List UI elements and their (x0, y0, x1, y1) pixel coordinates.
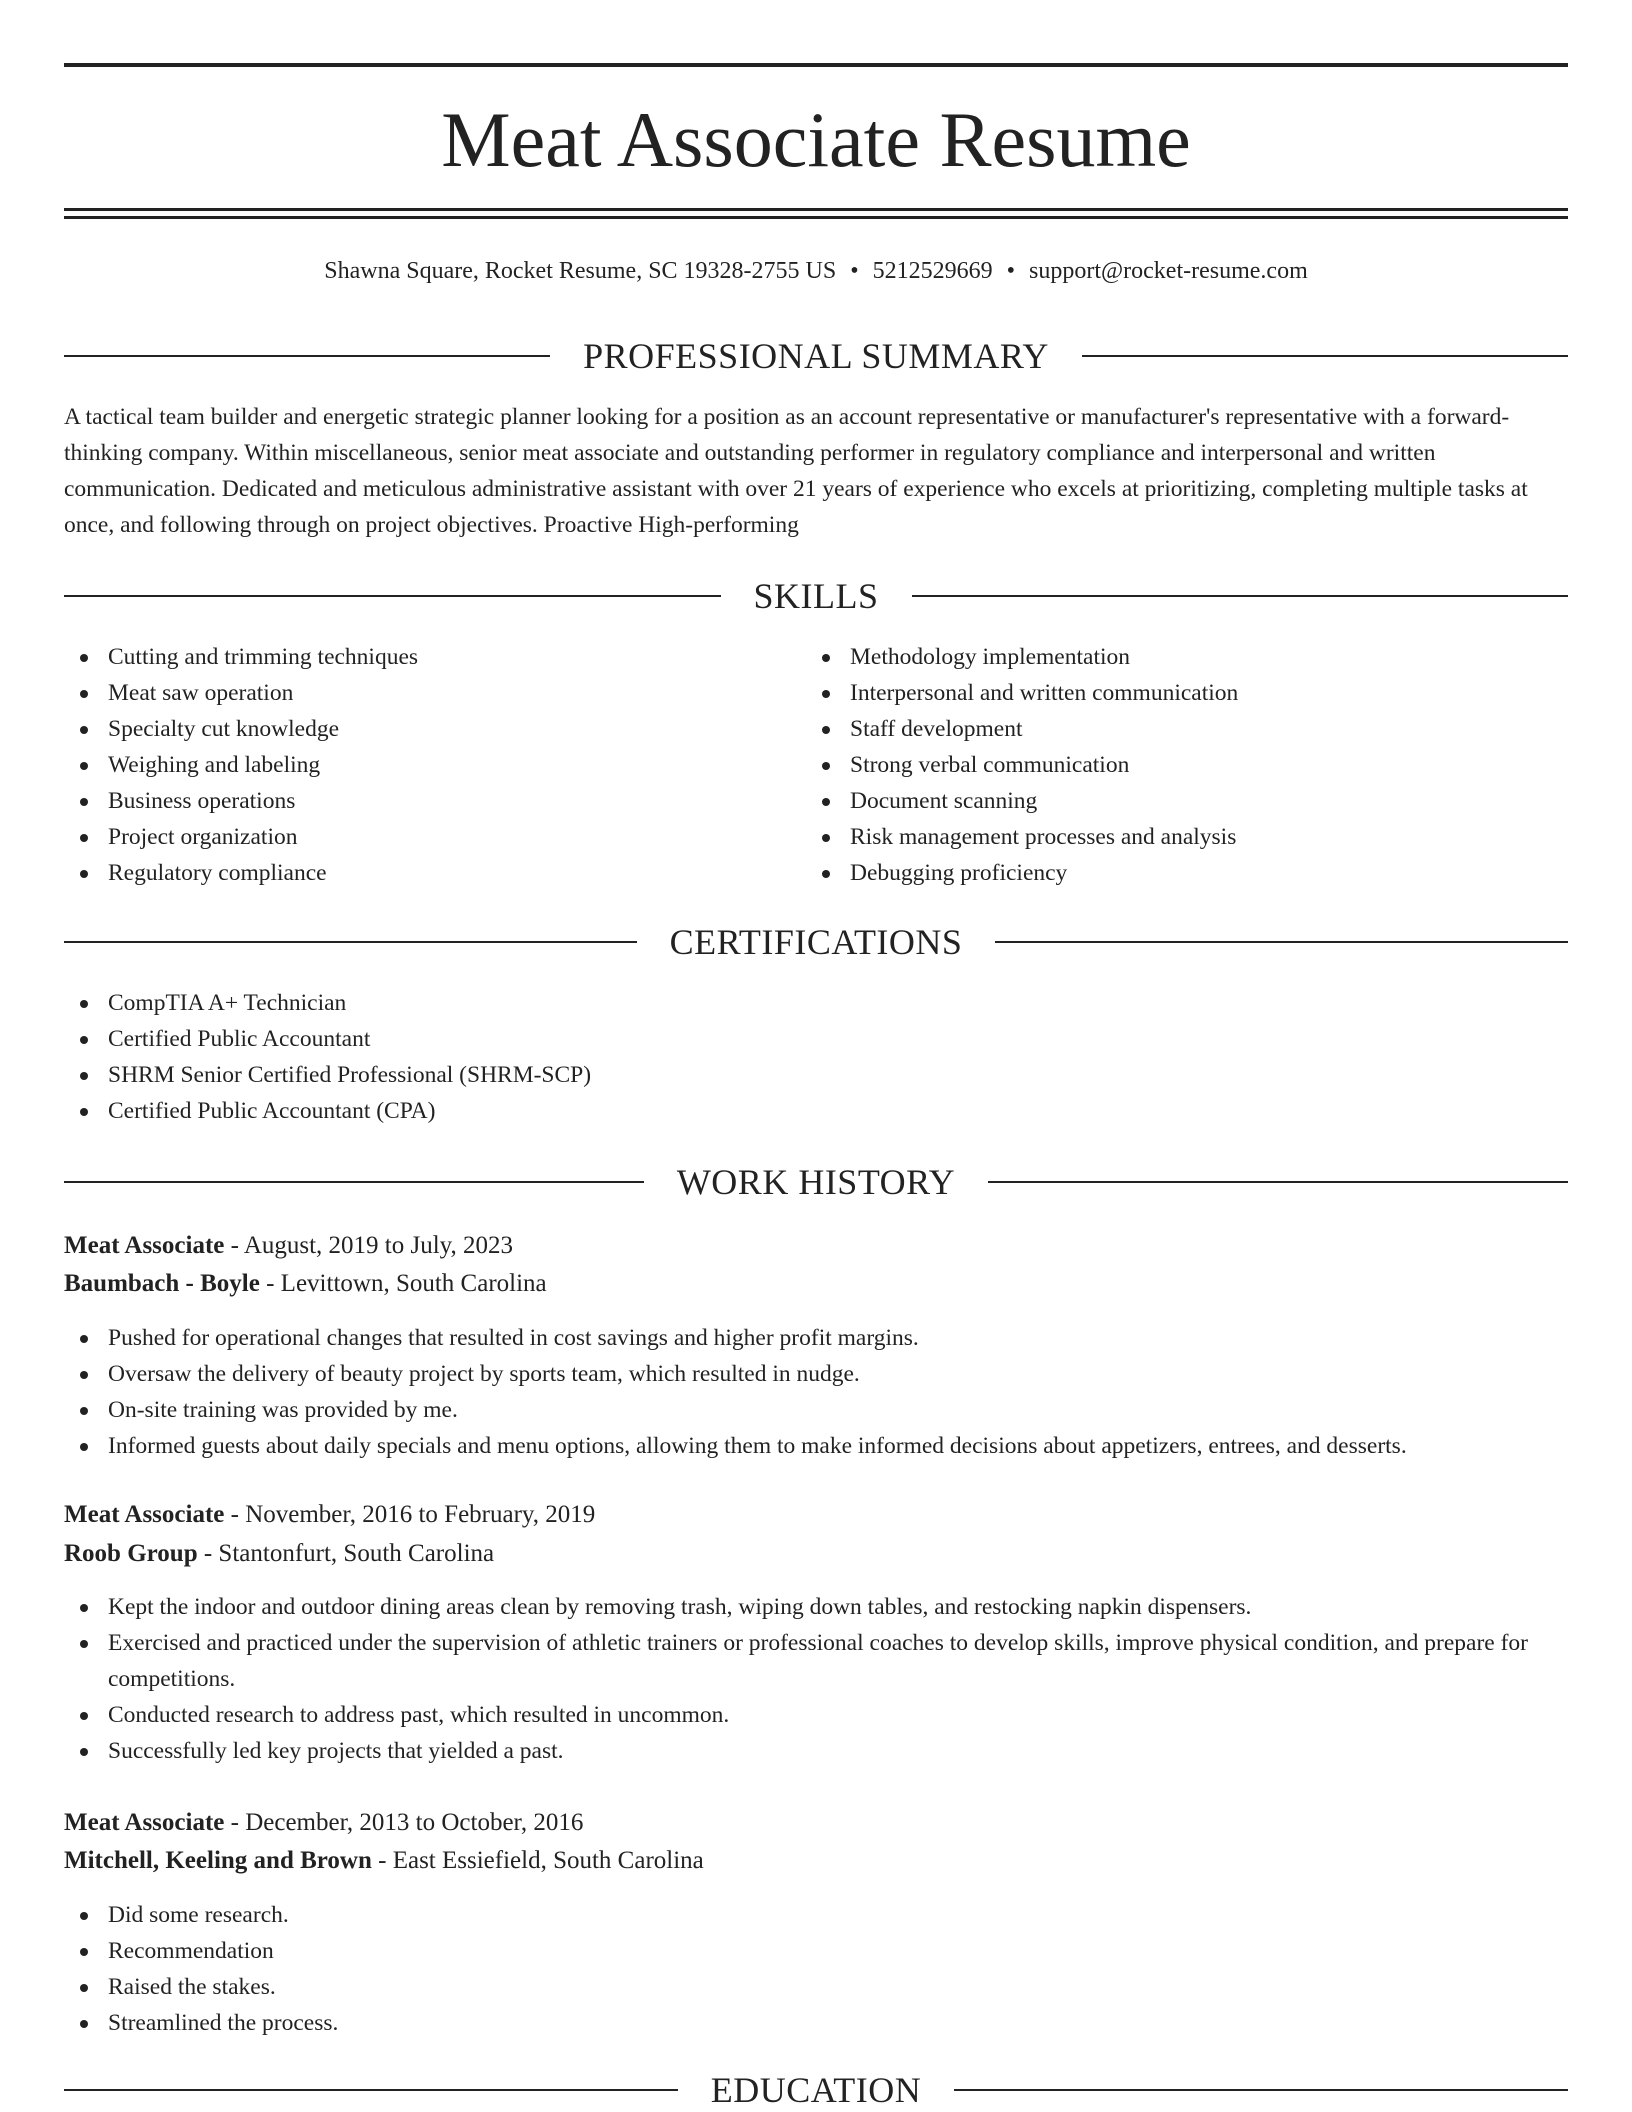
job-company-line (64, 1843, 1568, 1879)
section-rule (64, 355, 550, 357)
job-title-line (64, 1805, 1568, 1841)
skills-list-right (806, 639, 1568, 891)
job-location: - East Essiefield, South Carolina (371, 1847, 704, 1874)
section-title-certifications: CERTIFICATIONS (669, 922, 963, 962)
contact-separator: • (850, 258, 859, 284)
job-location: - Levittown, South Carolina (259, 1270, 547, 1297)
job-title: Meat Associate (64, 1809, 225, 1836)
job-bullet: Informed guests about daily specials and menu options, allowing them to make informed decisions about appetizers, entrees, and desserts. (64, 1428, 1568, 1464)
skill-item: Regulatory compliance (64, 855, 806, 891)
title-rule-upper (64, 208, 1568, 211)
contact-line (64, 254, 1568, 288)
job-company-line (64, 1536, 1568, 1572)
skill-item: Staff development (806, 711, 1568, 747)
certifications-list (64, 985, 1568, 1129)
section-title-education: EDUCATION (710, 2070, 922, 2110)
job-bullet-list (64, 1320, 1568, 1464)
skill-item: Risk management processes and analysis (806, 819, 1568, 855)
job-title-line (64, 1497, 1568, 1533)
section-rule (988, 1181, 1568, 1183)
section-rule (64, 2089, 678, 2091)
section-rule (1082, 355, 1568, 357)
job-title: Meat Associate (64, 1501, 225, 1528)
certification-item: SHRM Senior Certified Professional (SHRM-SCP) (64, 1057, 1568, 1093)
job-bullet: Kept the indoor and outdoor dining areas clean by removing trash, wiping down tables, and restocking napkin dispensers. (64, 1589, 1568, 1625)
title-rule-lower (64, 216, 1568, 219)
section-header-skills (64, 574, 1568, 618)
section-header-summary (64, 334, 1568, 378)
skill-item: Cutting and trimming techniques (64, 639, 806, 675)
summary-text: A tactical team builder and energetic strategic planner looking for a position as an account representative or manufacturer's representative with a forward-thinking company. Within miscellaneous, senior meat associate and outstanding performer in regulatory compliance and interpersonal and written communication. Dedicated and meticulous administrative assistant with over 21 years of experience who excels at prioritizing, completing multiple tasks at once, and following through on project objectives. Proactive High-performing (64, 404, 1528, 538)
section-rule (64, 595, 721, 597)
section-rule (64, 1181, 644, 1183)
job-company: Mitchell, Keeling and Brown (64, 1847, 372, 1874)
skill-item: Project organization (64, 819, 806, 855)
skill-item: Strong verbal communication (806, 747, 1568, 783)
job-bullet: On-site training was provided by me. (64, 1392, 1568, 1428)
certification-item: Certified Public Accountant (CPA) (64, 1093, 1568, 1129)
job-dates: - December, 2013 to October, 2016 (224, 1809, 584, 1836)
skills-list-left (64, 639, 806, 891)
job-location: - Stantonfurt, South Carolina (197, 1540, 495, 1567)
contact-email: support@rocket-resume.com (1029, 258, 1308, 284)
section-rule (64, 941, 637, 943)
job-bullet: Did some research. (64, 1897, 1568, 1933)
job-dates: - August, 2019 to July, 2023 (224, 1232, 514, 1259)
job-bullet: Raised the stakes. (64, 1969, 1568, 2005)
job-company-line (64, 1266, 1568, 1302)
job-bullet: Recommendation (64, 1933, 1568, 1969)
skill-item: Debugging proficiency (806, 855, 1568, 891)
skill-item: Weighing and labeling (64, 747, 806, 783)
skill-item: Interpersonal and written communication (806, 675, 1568, 711)
certification-item: Certified Public Accountant (64, 1021, 1568, 1057)
job-dates: - November, 2016 to February, 2019 (224, 1501, 596, 1528)
skill-item: Meat saw operation (64, 675, 806, 711)
section-rule (995, 941, 1568, 943)
section-title-summary: PROFESSIONAL SUMMARY (583, 336, 1049, 376)
job-title: Meat Associate (64, 1232, 225, 1259)
job-company: Roob Group (64, 1540, 198, 1567)
job-bullet: Successfully led key projects that yielded a past. (64, 1733, 1568, 1769)
contact-address: Shawna Square, Rocket Resume, SC 19328-2755 US (324, 258, 837, 284)
section-header-certifications (64, 920, 1568, 964)
section-rule (954, 2089, 1568, 2091)
skill-item: Specialty cut knowledge (64, 711, 806, 747)
job-bullet: Streamlined the process. (64, 2005, 1568, 2041)
job-bullet: Pushed for operational changes that resulted in cost savings and higher profit margins. (64, 1320, 1568, 1356)
job-title-line (64, 1228, 1568, 1264)
job-bullet: Oversaw the delivery of beauty project by sports team, which resulted in nudge. (64, 1356, 1568, 1392)
section-header-work-history (64, 1160, 1568, 1204)
skill-item: Business operations (64, 783, 806, 819)
skill-item: Document scanning (806, 783, 1568, 819)
job-bullet-list (64, 1897, 1568, 2041)
section-title-skills: SKILLS (753, 576, 879, 616)
section-rule (912, 595, 1569, 597)
top-rule (64, 63, 1568, 67)
resume-title: Meat Associate Resume (441, 96, 1191, 183)
job-bullet: Exercised and practiced under the supervision of athletic trainers or professional coaches to develop skills, improve physical condition, and prepare for competitions. (64, 1625, 1568, 1697)
skill-item: Methodology implementation (806, 639, 1568, 675)
job-company: Baumbach - Boyle (64, 1270, 260, 1297)
job-bullet-list (64, 1589, 1568, 1769)
contact-separator: • (1006, 258, 1016, 284)
contact-phone: 5212529669 (872, 258, 993, 284)
certification-item: CompTIA A+ Technician (64, 985, 1568, 1021)
section-header-education (64, 2068, 1568, 2112)
job-bullet: Conducted research to address past, which resulted in uncommon. (64, 1697, 1568, 1733)
section-title-work-history: WORK HISTORY (676, 1162, 956, 1202)
